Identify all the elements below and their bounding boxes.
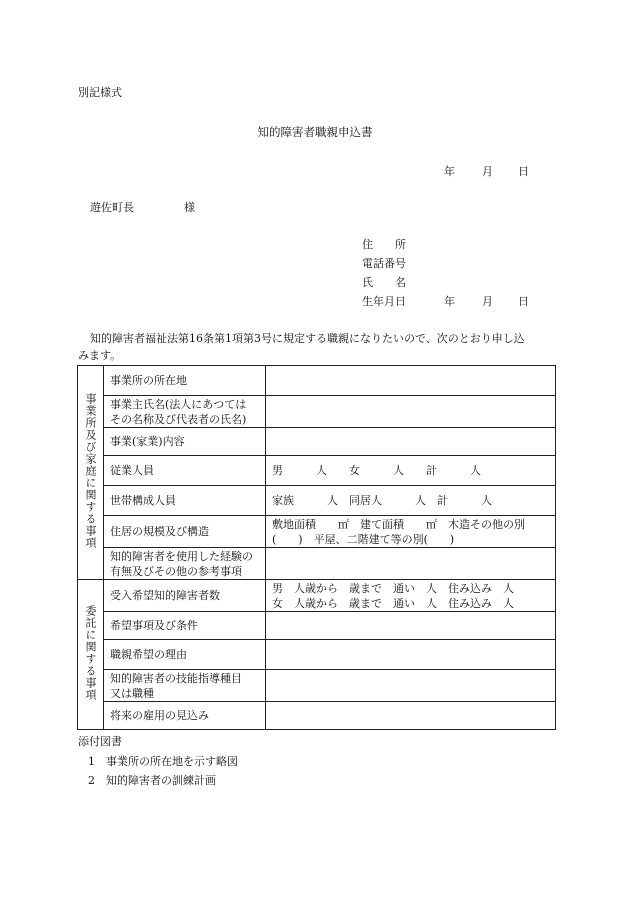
date-day: 日 <box>518 165 529 178</box>
addressee-honorific: 様 <box>184 201 195 214</box>
phone-label: 電話番号 <box>362 257 406 270</box>
row-location-label: 事業所の所在地 <box>104 366 266 396</box>
row-business-value <box>266 428 556 456</box>
row-future-label: 将来の雇用の見込み <box>104 702 266 730</box>
row-conditions-value <box>266 612 556 640</box>
row-skill-value <box>266 670 556 702</box>
birth-day: 日 <box>518 295 529 308</box>
attachment-item <box>88 753 238 769</box>
document-title: 知的障害者職親申込書 <box>257 125 373 139</box>
attachment-number: 1 <box>88 755 95 768</box>
attachment-text: 事業所の所在地を示す略図 <box>106 755 238 768</box>
form-label: 別記様式 <box>78 86 122 99</box>
row-experience-label: 知的障害者を使用した経験の 有無及びその他の参考事項 <box>104 548 266 580</box>
application-table <box>77 365 556 730</box>
addressee: 遊佐町長 <box>90 201 134 214</box>
row-housing-label: 住居の規模及び構造 <box>104 516 266 548</box>
intro-line-2: みます。 <box>78 349 122 362</box>
attachment-text: 知的障害者の訓練計画 <box>106 774 216 787</box>
row-household-label: 世帯構成人員 <box>104 486 266 516</box>
row-desired-value: 男 人歳から 歳まで 通い 人 住み込み 人 女 人歳から 歳まで 通い 人 住み込み 人 <box>266 580 556 612</box>
intro-line-1: 知的障害者福祉法第16条第1項第3号に規定する職親になりたいので、次のとおり申し込 <box>90 332 525 345</box>
row-owner-label: 事業主氏名(法人にあつては その名称及び代表者の氏名) <box>104 396 266 428</box>
attachment-item <box>88 772 216 788</box>
row-employees-label: 従業人員 <box>104 456 266 486</box>
name-label: 氏 名 <box>362 276 406 289</box>
date-year: 年 <box>444 165 455 178</box>
row-conditions-label: 希望事項及び条件 <box>104 612 266 640</box>
row-employees-value: 男 人 女 人 計 人 <box>266 456 556 486</box>
row-owner-value <box>266 396 556 428</box>
row-experience-value <box>266 548 556 580</box>
row-business-label: 事業(家業)内容 <box>104 428 266 456</box>
row-housing-value: 敷地面積 ㎡ 建て面積 ㎡ 木造その他の別 ( ) 平屋、二階建て等の別( ) <box>266 516 556 548</box>
row-future-value <box>266 702 556 730</box>
row-reason-value <box>266 640 556 670</box>
birth-year: 年 <box>444 295 455 308</box>
attachments-title: 添付図書 <box>78 735 122 748</box>
birth-month: 月 <box>482 295 493 308</box>
row-skill-label: 知的障害者の技能指導種目 又は職種 <box>104 670 266 702</box>
row-household-value: 家族 人 同居人 人 計 人 <box>266 486 556 516</box>
row-reason-label: 職親希望の理由 <box>104 640 266 670</box>
attachment-number: 2 <box>88 774 95 787</box>
row-desired-label: 受入希望知的障害者数 <box>104 580 266 612</box>
address-label: 住 所 <box>362 238 406 251</box>
section-business-household: 事業所及び家庭に関する事項 <box>78 366 104 580</box>
birthdate-label: 生年月日 <box>362 295 406 308</box>
row-location-value <box>266 366 556 396</box>
date-month: 月 <box>482 165 493 178</box>
section-placement: 委託に関する事項 <box>78 580 104 730</box>
